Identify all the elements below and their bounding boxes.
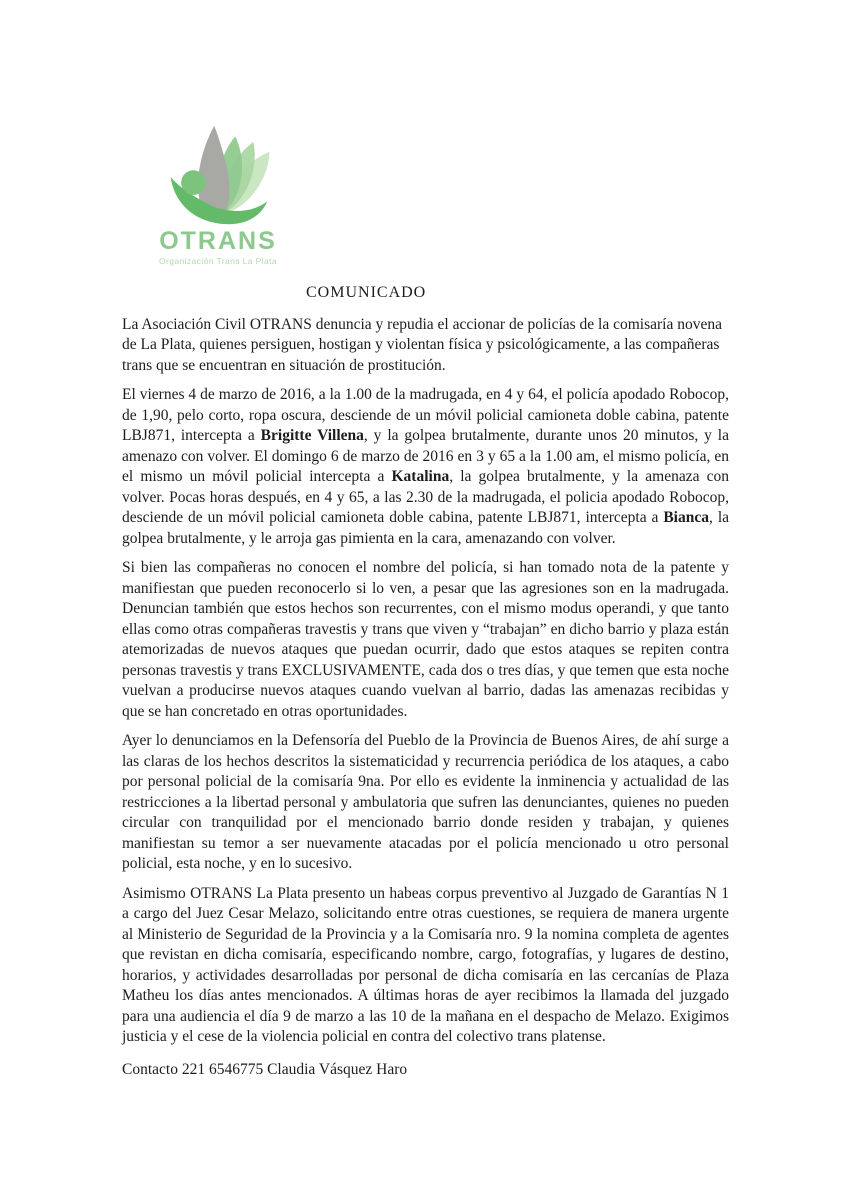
otrans-logo — [138, 122, 298, 266]
logo-brand-text: OTRANS — [159, 227, 277, 255]
document-paragraph — [122, 315, 729, 377]
paragraph-text: Asimismo OTRANS La Plata presento un habeas corpus preventivo al Juzgado de Garantías N 1 a cargo del Juez Cesar Melazo, solicitando entre otras cuestiones, se requiera de manera urgente al Ministerio de Seguridad de la Provincia y a la Comisaría nro. 9 la nomina completa de agentes que revistan en dicha comisaría, especificando nombre, cargo, fotografías, y lugares de destino, horarios, y actividades desarrolladas por personal de dicha comisaría en las cercanías de Plaza Matheu los días antes mencionados. A últimas horas de ayer recibimos la llamada del juzgado para una audiencia el día 9 de marzo a las 10 de la mañana en el despacho de Melazo. Exigimos justicia y el cese de la violencia policial en contra del colectivo trans platense. — [122, 884, 729, 1045]
paragraph-text: Si bien las compañeras no conocen el nombre del policía, si han tomado nota de la patente y manifiestan que pueden reconocerlo si lo ven, a pesar que las agresiones son en la madrugada. Denuncian también que estos hechos son recurrentes, con el mismo modus operandi, y que tanto ellas como otras compañeras travestis y trans que viven y “trabajan” en dicho barrio y plaza están atemorizadas de nuevos ataques que puedan ocurrir, dado que estos ataques se repiten contra personas travestis y trans EXCLUSIVAMENTE, cada dos o tres días, y que temen que esta noche vuelvan a producirse nuevos ataques cuando vuelvan al barrio, dadas las amenazas recibidas y que se han concretado en otras oportunidades. — [122, 559, 729, 720]
document-paragraph — [122, 558, 729, 722]
victim-name-bold: Katalina — [391, 468, 450, 485]
document-paragraph — [122, 731, 729, 875]
document-title: COMUNICADO — [306, 284, 427, 301]
document-content — [122, 283, 729, 1080]
document-paragraph — [122, 884, 729, 1048]
victim-name-bold: Brigitte Villena — [260, 427, 364, 444]
victim-name-bold: Bianca — [663, 509, 709, 526]
logo-tagline-text: Organización Trans La Plata — [158, 256, 278, 266]
otrans-logo-icon — [161, 122, 275, 228]
paragraph-text: El viernes 4 de marzo de 2016, a la 1.00 de la madrugada, en 4 y 64, el policía apodado Robocop, de 1,90, pelo corto, ropa oscura, desciende de un móvil policial camioneta doble cabina, patente LBJ871, intercepta a — [122, 386, 729, 444]
document-body — [122, 315, 729, 1048]
paragraph-text: La Asociación Civil OTRANS denuncia y repudia el accionar de policías de la comisaría novena de La Plata, quienes persiguen, hostigan y violentan física y psicológicamente, a las compañeras trans que se encuentran en situación de prostitución. — [122, 315, 722, 374]
logo-head-circle — [181, 170, 206, 195]
paragraph-text: , la golpea brutalmente, y le arroja gas pimienta en la cara, amenazando con volver. — [122, 509, 730, 547]
paragraph-text: Ayer lo denunciamos en la Defensoría del Pueblo de la Provincia de Buenos Aires, de ahí surge a las claras de los hechos descritos la sistematicidad y recurrencia periódica de los ataques, a cabo por personal policial de la comisaría 9na. Por ello es evidente la inminencia y actualidad de las restricciones a la libertad personal y ambulatoria que sufren las denunciantes, quienes no pueden circular con tranquilidad por el mencionado barrio donde residen y trabajan, y quienes manifiestan su temor a ser nuevamente atacadas por el policía mencionado u otro personal policial, esta noche, y en lo sucesivo. — [122, 732, 729, 872]
contact-line: Contacto 221 6546775 Claudia Vásquez Haro — [122, 1060, 408, 1078]
document-paragraph — [122, 385, 729, 549]
paragraph-text: , y la golpea brutalmente, durante unos 20 minutos, y la amenazo con volver. El domingo 6 de marzo de 2016 en 3 y 65 a la 1.00 am, el mismo policía, en el mismo un móvil policial intercepta a — [122, 427, 729, 485]
paragraph-text: , la golpea brutalmente, y la amenaza con volver. Pocas horas después, en 4 y 65, a las 2.30 de la madrugada, el policia apodado Robocop, desciende de un móvil policial camioneta doble cabina, patente LBJ871, intercepta a — [122, 468, 729, 526]
